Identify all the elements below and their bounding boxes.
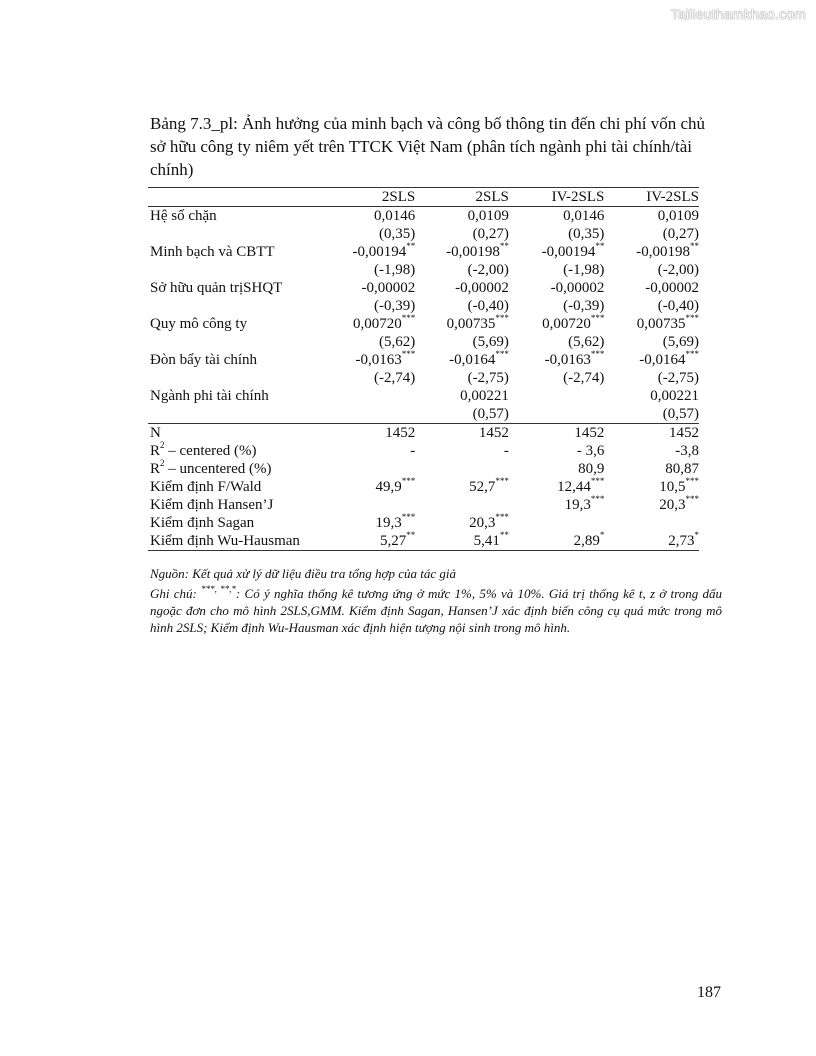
stats-row bbox=[148, 478, 699, 496]
row-label: $R^2$ – centered (%) bbox=[150, 440, 257, 459]
table-row bbox=[148, 405, 699, 424]
significance-stars: *** bbox=[685, 313, 699, 323]
significance-stars: *** bbox=[590, 313, 605, 323]
cell-value: 10,5*** bbox=[659, 476, 699, 495]
cell-value: - 3,6 bbox=[576, 443, 605, 459]
watermark: Tailieuthamkhao.com bbox=[670, 6, 806, 22]
cell-value: (-0,39) bbox=[374, 298, 416, 314]
row-label: Ngành phi tài chính bbox=[150, 388, 269, 404]
cell-value: 2,89* bbox=[509, 532, 605, 551]
cell-value: (0,35) bbox=[568, 226, 605, 242]
significance-stars: ** bbox=[406, 530, 416, 540]
significance-stars: *** bbox=[495, 313, 509, 323]
cell-value: 19,3*** bbox=[375, 512, 416, 531]
significance-stars: *** bbox=[685, 494, 699, 504]
stats-row bbox=[148, 442, 699, 460]
cell-value: 19,3*** bbox=[564, 494, 605, 513]
column-header bbox=[148, 188, 322, 207]
cell-value: 0,0109 bbox=[657, 208, 699, 224]
stats-row bbox=[148, 460, 699, 478]
row-label bbox=[148, 261, 322, 279]
cell-value: 0,00720*** bbox=[353, 313, 416, 332]
cell-value: -0,00002 bbox=[645, 280, 699, 296]
significance-stars: *** bbox=[590, 476, 605, 486]
table-row bbox=[148, 315, 699, 333]
row-label: Đòn bẩy tài chính bbox=[150, 352, 258, 368]
cell-value: (0,27) bbox=[472, 226, 509, 242]
significance-stars: *** bbox=[401, 349, 416, 359]
significance-stars: *** bbox=[495, 349, 509, 359]
significance-stars: ** bbox=[499, 530, 509, 540]
source-note: Nguồn: Kết quả xử lý dữ liệu điều tra tổng hợp của tác giả bbox=[150, 566, 456, 581]
row-label: Hệ số chặn bbox=[150, 208, 217, 224]
table-row bbox=[148, 279, 699, 297]
cell-value: 0,00221 bbox=[650, 388, 699, 404]
cell-value: (5,69) bbox=[662, 334, 699, 350]
cell-value: (-2,00) bbox=[467, 262, 509, 278]
significance-stars: *** bbox=[401, 313, 416, 323]
cell-value: (5,62) bbox=[379, 334, 416, 350]
results-table bbox=[148, 187, 699, 551]
cell-value: -0,0164*** bbox=[449, 349, 509, 368]
cell-value: -0,00198** bbox=[636, 241, 699, 260]
row-label bbox=[148, 333, 322, 351]
row-label: $R^2$ – uncentered (%) bbox=[150, 458, 272, 477]
row-label: Sở hữu quản trịSHQT bbox=[150, 280, 283, 296]
column-header: IV-2SLS bbox=[509, 188, 605, 207]
cell-value: -0,00194** bbox=[352, 241, 416, 260]
table-row bbox=[148, 225, 699, 243]
cell-value: (-0,40) bbox=[467, 298, 509, 314]
cell-value bbox=[509, 514, 605, 532]
significance-stars: *** bbox=[590, 494, 605, 504]
cell-value: - bbox=[410, 443, 416, 459]
row-label: Kiểm định F/Wald bbox=[150, 479, 262, 495]
cell-value: -0,0164*** bbox=[639, 349, 699, 368]
significance-stars: * bbox=[694, 530, 699, 540]
stats-row bbox=[148, 532, 699, 551]
cell-value: - bbox=[503, 443, 509, 459]
row-label bbox=[148, 225, 322, 243]
table-row bbox=[148, 261, 699, 279]
cell-value: 5,27** bbox=[322, 532, 416, 551]
cell-value: 1452 bbox=[604, 424, 699, 443]
table-caption: Bảng 7.3_pl: Ảnh hưởng của minh bạch và công bố thông tin đến chi phí vốn chủ sở hữu công ty niêm yết trên TTCK Việt Nam (phân tích ngành phi tài chính/tài chính) bbox=[150, 114, 706, 179]
cell-value: -0,00002 bbox=[361, 280, 416, 296]
table-row bbox=[148, 333, 699, 351]
cell-value: 0,00735*** bbox=[446, 313, 509, 332]
cell-value bbox=[322, 405, 416, 424]
row-label: Kiểm định Wu-Hausman bbox=[148, 532, 322, 551]
cell-value: 5,41** bbox=[415, 532, 509, 551]
cell-value bbox=[509, 387, 605, 405]
significance-stars: *** bbox=[495, 476, 509, 486]
note-stars: ***, **,* bbox=[201, 583, 236, 594]
significance-stars: *** bbox=[401, 512, 416, 522]
table-row bbox=[148, 369, 699, 387]
cell-value: 0,0146 bbox=[563, 208, 605, 224]
significance-stars: *** bbox=[401, 476, 416, 486]
cell-value: (-2,74) bbox=[563, 370, 605, 386]
row-label: Kiểm định Sagan bbox=[150, 515, 255, 531]
cell-value: (-2,74) bbox=[374, 370, 416, 386]
cell-value: 2,73* bbox=[604, 532, 699, 551]
cell-value: -3,8 bbox=[675, 443, 699, 459]
table-row bbox=[148, 243, 699, 261]
table-row bbox=[148, 387, 699, 405]
cell-value: 0,0146 bbox=[374, 208, 416, 224]
cell-value: -0,00002 bbox=[550, 280, 605, 296]
row-label bbox=[148, 369, 322, 387]
cell-value: -0,00002 bbox=[455, 280, 509, 296]
cell-value: 0,0109 bbox=[467, 208, 509, 224]
cell-value: (5,62) bbox=[568, 334, 605, 350]
cell-value: (-2,00) bbox=[657, 262, 699, 278]
cell-value: -0,00194** bbox=[541, 241, 605, 260]
row-label: Minh bạch và CBTT bbox=[150, 244, 275, 260]
cell-value: 49,9*** bbox=[375, 476, 416, 495]
header-row bbox=[148, 188, 699, 207]
table-row bbox=[148, 297, 699, 315]
cell-value: 12,44*** bbox=[557, 476, 605, 495]
cell-value: -0,00198** bbox=[446, 241, 509, 260]
cell-value: (-2,75) bbox=[657, 370, 699, 386]
cell-value: 80,9 bbox=[578, 461, 605, 477]
cell-value: (0,57) bbox=[662, 406, 699, 422]
column-header: 2SLS bbox=[415, 188, 509, 207]
cell-value bbox=[604, 514, 699, 532]
cell-value: (-0,40) bbox=[657, 298, 699, 314]
stats-row bbox=[148, 424, 699, 443]
page-number: 187 bbox=[697, 984, 721, 1001]
cell-value: 0,00735*** bbox=[636, 313, 699, 332]
cell-value: 0,00720*** bbox=[542, 313, 605, 332]
significance-stars: *** bbox=[590, 349, 605, 359]
cell-value: (-1,98) bbox=[563, 262, 605, 278]
cell-value: (5,69) bbox=[472, 334, 509, 350]
cell-value bbox=[322, 387, 416, 405]
table-notes bbox=[150, 565, 722, 639]
cell-value: -0,0163*** bbox=[355, 349, 416, 368]
cell-value bbox=[509, 405, 605, 424]
stats-row bbox=[148, 514, 699, 532]
column-header: IV-2SLS bbox=[604, 188, 699, 207]
cell-value: 52,7*** bbox=[469, 476, 509, 495]
cell-value: (-2,75) bbox=[467, 370, 509, 386]
cell-value: 1452 bbox=[415, 424, 509, 443]
cell-value: (-0,39) bbox=[563, 298, 605, 314]
significance-stars: ** bbox=[499, 241, 509, 251]
cell-value: (0,35) bbox=[379, 226, 416, 242]
row-label: Quy mô công ty bbox=[150, 316, 248, 332]
cell-value: 80,87 bbox=[665, 461, 699, 477]
stats-row bbox=[148, 496, 699, 514]
cell-value: 20,3*** bbox=[469, 512, 509, 531]
note-text: : Có ý nghĩa thống kê tương ứng ở mức 1%, 5% và 10%. Giá trị thống kê t, z ở trong dấu ngoặc đơn cho mô hình 2SLS,GMM. Kiểm định Sagan, Hansen’J xác định biến công cụ quá mức trong mô hình 2SLS; Kiểm định Wu-Hausman xác định hiện tượng nội sinh trong mô hình. bbox=[150, 586, 722, 635]
cell-value: 20,3*** bbox=[659, 494, 699, 513]
row-label bbox=[148, 297, 322, 315]
cell-value: -0,0163*** bbox=[544, 349, 605, 368]
significance-stars: ** bbox=[406, 241, 416, 251]
cell-value: (0,27) bbox=[662, 226, 699, 242]
significance-stars: *** bbox=[685, 349, 699, 359]
cell-value: 1452 bbox=[322, 424, 416, 443]
cell-value: (-1,98) bbox=[374, 262, 416, 278]
cell-value: 1452 bbox=[509, 424, 605, 443]
cell-value: 0,00221 bbox=[460, 388, 509, 404]
significance-stars: *** bbox=[495, 512, 509, 522]
significance-stars: *** bbox=[685, 476, 699, 486]
significance-stars: ** bbox=[595, 241, 605, 251]
row-label: Kiểm định Hansen’J bbox=[150, 497, 274, 513]
table-row bbox=[148, 351, 699, 369]
note-prefix: Ghi chú: bbox=[150, 586, 202, 601]
significance-note bbox=[150, 585, 722, 636]
row-label: N bbox=[148, 424, 322, 443]
cell-value: (0,57) bbox=[472, 406, 509, 422]
row-label bbox=[148, 405, 322, 424]
significance-stars: * bbox=[599, 530, 605, 540]
column-header: 2SLS bbox=[322, 188, 416, 207]
table-row bbox=[148, 207, 699, 226]
significance-stars: ** bbox=[690, 241, 699, 251]
